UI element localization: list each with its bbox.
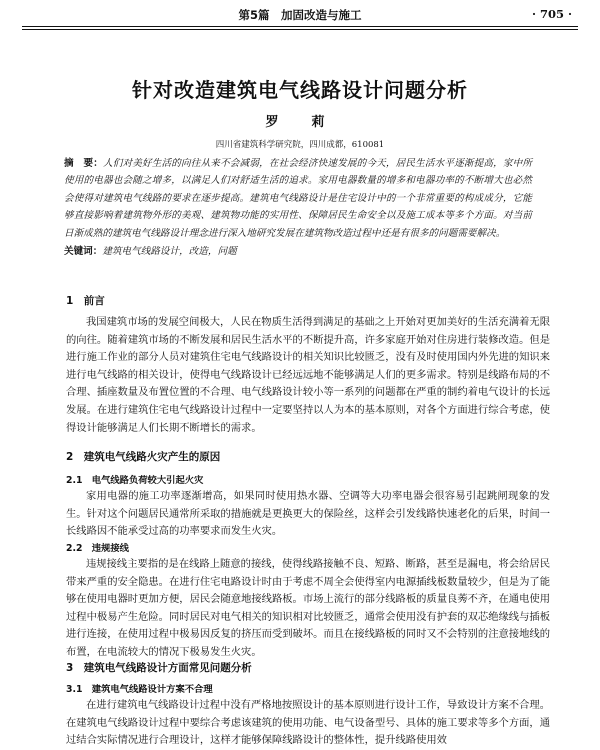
header-rule-thin [22, 29, 578, 30]
keywords-text: 建筑电气线路设计，改造，问题 [102, 246, 237, 257]
section-heading-2: 2 建筑电气线路火灾产生的原因 [66, 451, 221, 463]
article-title: 针对改造建筑电气线路设计问题分析 [132, 78, 468, 102]
page-number: · 705 · [531, 7, 572, 21]
section-heading-3: 3 建筑电气线路设计方面常见问题分析 [66, 662, 252, 674]
section-heading-1: 1 前言 [66, 295, 105, 307]
subsection-heading-2-1: 2.1 电气线路负荷较大引起火灾 [66, 475, 204, 486]
running-title: 第5篇 加固改造与施工 [238, 8, 362, 22]
keywords-label: 关键词： [64, 246, 103, 257]
running-header [22, 4, 578, 28]
subsection-3-1-paragraph: 在进行建筑电气线路设计过程中没有严格地按照设计的基本原则进行设计工作，导致设计方案不合理。在建筑电气线路设计过程中要综合考虑该建筑的使用功能、电气设备型号、具体的施工要求等多个方面，通过结合实际情况进行合理设计，这样才能够保障线路设计的整体性，提升线路使用效 [66, 699, 550, 747]
abstract-label: 摘 要： [64, 158, 104, 169]
abstract-text: 人们对美好生活的向往从来不会减弱，在社会经济快速发展的今天，居民生活水平逐渐提高，家中所使用的电器也会随之增多，以满足人们对舒适生活的追求。家用电器数量的增多和电器功率的不断增大也必然会使得对建筑电气线路的要求在逐步提高。建筑电气线路设计是住宅设计中的一个非常重要的构成成分，它能够直接影响着建筑物外形的美观、建筑物功能的实用性、保障居民生命安全以及施工成本等多个方面。对当前日渐成熟的建筑电气线路设计理念进行深入地研究发展在建筑物改造过程中还是有很多的问题需要解决。 [64, 158, 533, 239]
keywords [64, 243, 532, 260]
header-rule [22, 26, 578, 27]
subsection-heading-3-1: 3.1 建筑电气线路设计方案不合理 [66, 684, 213, 695]
section-1-paragraph: 我国建筑市场的发展空间极大，人民在物质生活得到满足的基础之上开始对更加美好的生活充满着无限的向往。随着建筑市场的不断发展和居民生活水平的不断提升高，许多家庭开始对住房进行装修改造。但是进行施工作业的部分人员对建筑住宅电气线路设计的相关知识比较匮乏，没有及时使用国内外先进的知识来进行电气线路的相关设计，使得电气线路设计已经远远地不能够满足人们的更多需求。特别是线路布局的不合理、插座数量及布置位置的不合理、电气线路设计较小等一系列的问题都在严重的制约着电气设计的长远发展。在进行建筑住宅电气线路设计过程中一定要坚持以人为本的基本原则，对各个方面进行综合考虑，使得设计能够满足人们长期不断增长的需求。 [66, 316, 550, 434]
abstract [64, 155, 532, 242]
subsection-2-1-paragraph: 家用电器的施工功率逐渐增高，如果同时使用热水器、空调等大功率电器会很容易引起跳闸现象的发生。针对这个问题居民通常所采取的措施就是更换更大的保险丝，这样会引发线路快速老化的后果，时间一长线路因不能承受过高的功率要求而发生火灾。 [66, 490, 550, 538]
subsection-2-2-paragraph: 违规接线主要指的是在线路上随意的接线，使得线路接触不良、短路、断路，甚至是漏电，将会给居民带来严重的安全隐患。在进行住宅电路设计时由于考虑不周全会使得室内电源插线板数量较少，但是为了能够在使用电器时更加方便，居民会随意地接线路板。市场上流行的部分线路板的质量良莠不齐，在通电使用过程中极易产生危险。同时居民对电气相关的知识相对比较匮乏，通常会使用没有护套的双芯绝缘线与插板进行连接，在使用过程中极易因反复的挤压而受到破坏。而且在接线路板的同时又不会特别的注意接地线的布置，在电流较大的情况下极易发生火灾。 [66, 558, 550, 658]
affiliation: 四川省建筑科学研究院，四川成都，610081 [215, 140, 385, 150]
subsection-heading-2-2: 2.2 违规接线 [66, 543, 129, 554]
author: 罗 莉 [265, 115, 335, 130]
